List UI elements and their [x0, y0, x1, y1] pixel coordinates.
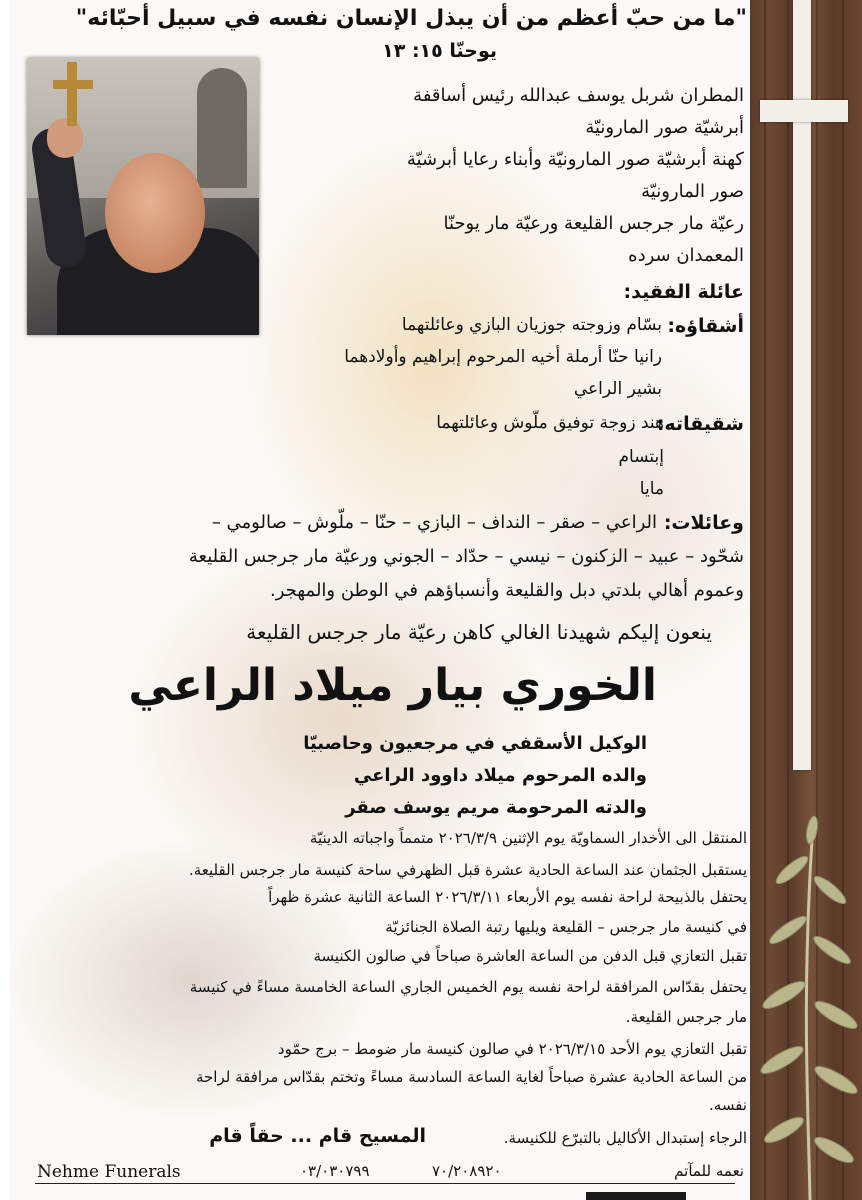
- schedule-line: تقبل التعازي قبل الدفن من الساعة العاشرة صباحاً في صالون الكنيسة: [313, 947, 747, 965]
- families-line: الراعي – صقر – النداف – البازي – حنّا – ملّوش – صالومي –: [211, 512, 657, 533]
- schedule-line: يحتفل بقدّاس المرافقة لراحة نفسه يوم الخميس الجاري الساعة الخامسة مساءً في كنيسة: [189, 978, 747, 996]
- deceased-photo: [27, 58, 259, 335]
- deceased-detail: الوكيل الأسقفي في مرجعيون وحاصبيّا: [303, 733, 647, 754]
- verse-quote: "ما من حبّ أعظم من أن يبذل الإنسان نفسه في سبيل أحبّائه": [75, 6, 747, 31]
- funeral-home-label: نعمه للمآتم: [674, 1162, 744, 1180]
- sisters-line: إبتسام: [618, 447, 664, 467]
- sisters-line: هند زوجة توفيق ملّوش وعائلتهما: [436, 413, 664, 433]
- footer-divider: [35, 1183, 735, 1184]
- easter-slogan: المسيح قام ... حقاً قام: [209, 1125, 426, 1147]
- footer-block: [586, 1192, 686, 1200]
- mourners-line: أبرشيّة صور المارونيّة: [585, 117, 744, 138]
- sisters-label: شقيقاته:: [656, 413, 744, 435]
- funeral-home-brand: Nehme Funerals: [37, 1162, 181, 1182]
- mourners-line: رعيّة مار جرجس القليعة ورعيّة مار يوحنّا: [443, 213, 744, 234]
- announcement: ينعون إليكم شهيدنا الغالي كاهن رعيّة مار جرجس القليعة: [246, 620, 712, 644]
- verse-reference: يوحنّا ١٥: ١٣: [382, 40, 497, 62]
- brothers-line: رانيا حنّا أرملة أخيه المرحوم إبراهيم وأولادهما: [344, 347, 662, 367]
- mourners-line: كهنة أبرشيّة صور المارونيّة وأبناء رعايا أبرشيّة: [406, 149, 744, 170]
- families-line: وعموم أهالي بلدتي دبل والقليعة وأنسباؤهم في الوطن والمهجر.: [269, 580, 744, 601]
- phone-number: ٧٠/٢٠٨٩٢٠: [432, 1162, 502, 1180]
- schedule-line: يستقبل الجثمان عند الساعة الحادية عشرة قبل الظهرفي ساحة كنيسة مار جرجس القليعة.: [188, 861, 747, 879]
- mourners-line: المطران شربل يوسف عبدالله رئيس أساقفة: [413, 85, 744, 106]
- schedule-line: المنتقل الى الأخدار السماويّة يوم الإثنين ٢٠٢٦/٣/٩ متمماً واجباته الدينيّة: [309, 829, 747, 847]
- cross-bar: [760, 100, 848, 122]
- family-heading: عائلة الفقيد:: [623, 281, 744, 303]
- olive-branch-icon: [752, 800, 860, 1200]
- schedule-line: تقبل التعازي يوم الأحد ٢٠٢٦/٣/١٥ في صالون كنيسة مار ضومط – برج حمّود: [277, 1040, 747, 1058]
- mourners-line: المعمدان سرده: [628, 245, 744, 266]
- sisters-line: مايا: [639, 479, 664, 499]
- schedule-line: مار جرجس القليعة.: [625, 1008, 747, 1026]
- deceased-name: الخوري بيار ميلاد الراعي: [128, 660, 657, 711]
- deceased-detail: والدته المرحومة مريم يوسف صقر: [345, 797, 647, 818]
- deceased-detail: والده المرحوم ميلاد داوود الراعي: [353, 765, 647, 786]
- families-label: وعائلات:: [663, 512, 744, 534]
- brothers-label: أشقاؤه:: [667, 315, 744, 337]
- schedule-line: في كنيسة مار جرجس – القليعة ويليها رتبة الصلاة الجنائزيّة: [385, 918, 747, 936]
- schedule-line: يحتفل بالذبيحة لراحة نفسه يوم الأربعاء ٢٠٢٦/٣/١١ الساعة الثانية عشرة ظهراً: [268, 888, 747, 906]
- donation-request: الرجاء إستبدال الأكاليل بالتبرّع للكنيسة.: [503, 1129, 747, 1147]
- schedule-line: نفسه.: [709, 1096, 747, 1114]
- phone-number: ٠٣/٠٣٠٧٩٩: [300, 1162, 370, 1180]
- brothers-line: بسّام وزوجته جوزيان البازي وعائلتهما: [401, 315, 662, 335]
- families-line: شحّود – عبيد – الزكنون – نيسي – حدّاد – الجوني ورعيّة مار جرجس القليعة: [188, 546, 744, 567]
- brothers-line: بشير الراعي: [573, 379, 662, 399]
- mourners-line: صور المارونيّة: [641, 181, 744, 202]
- schedule-line: من الساعة الحادية عشرة صباحاً لغاية الساعة السادسة مساءً وتختم بقدّاس مرافقة لراحة: [195, 1068, 747, 1086]
